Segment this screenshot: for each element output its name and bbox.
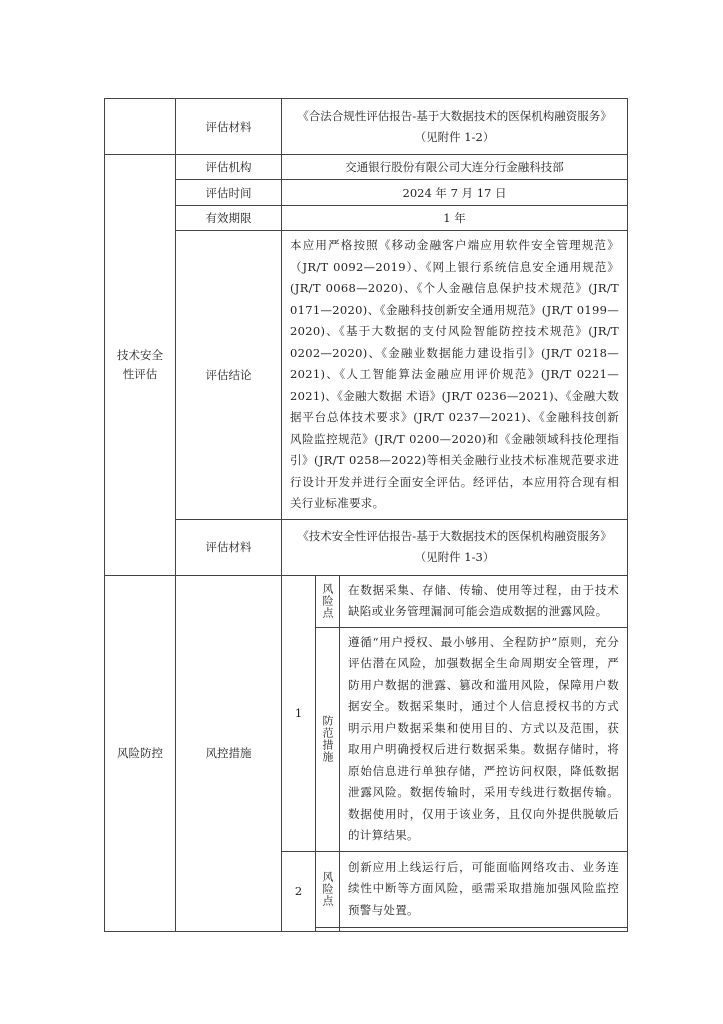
risk-section-sublabel: 风控措施 xyxy=(176,575,282,931)
tech-material-value xyxy=(282,519,628,575)
tech-material-line2: （见附件 1-3） xyxy=(414,550,495,564)
risk-section-label: 风险防控 xyxy=(105,575,176,931)
institution-value: 交通银行股份有限公司大连分行金融科技部 xyxy=(282,155,628,180)
assessment-table xyxy=(104,98,628,932)
tech-section-label: 技术安全性评估 xyxy=(117,347,163,381)
risk-point-text: 创新应用上线运行后，可能面临网络攻击、业务连续性中断等方面风险，亟需采取措施加强风险监控预警与处置。 xyxy=(340,851,628,927)
conclusion-text: 本应用严格按照《移动金融客户端应用软件安全管理规范》（JR/T 0092—2019）、《网上银行系统信息安全通用规范》(JR/T 0068—2020)、《个人金融信息保护技术规范》(JR/T 0171—2020)、《金融科技创新安全通用规范》(JR/T 0199—2020)、《基于大数据的支付风险智能防控技术规范》(JR/T 0202—2020)、《金融业数据能力建设指引》(JR/T 0218—2021)、《人工智能算法金融应用评价规范》(JR/T 0221—2021)、《金融大数据 术语》(JR/T 0236—2021)、《金融大数据平台总体技术要求》(JR/T 0237—2021)、《金融科技创新风险监控规范》(JR/T 0200—2020)和《金融领域科技伦理指引》(JR/T 0258—2022)等相关金融行业技术标准规范要求进行设计开发并进行全面安全评估。经评估，本应用符合现有相关行业标准要求。 xyxy=(282,231,628,520)
validity-value: 1 年 xyxy=(282,206,628,231)
tech-material-line1: 《技术安全性评估报告-基于大数据技术的医保机构融资服务》 xyxy=(297,529,612,543)
risk-point-label-cell xyxy=(316,575,340,627)
risk-point-label-cell xyxy=(316,851,340,927)
tech-section-label-cell xyxy=(105,155,176,576)
risk-item-number: 1 xyxy=(282,575,316,851)
blank-cell xyxy=(340,927,628,931)
blank-cell xyxy=(316,927,340,931)
validity-label: 有效期限 xyxy=(176,206,282,231)
institution-label: 评估机构 xyxy=(176,155,282,180)
risk-point-label: 风险点 xyxy=(321,583,334,619)
measure-label: 防范措施 xyxy=(321,715,334,763)
top-material-line1: 《合法合规性评估报告-基于大数据技术的医保机构融资服务》 xyxy=(297,108,612,123)
conclusion-label: 评估结论 xyxy=(176,231,282,520)
risk-item-number: 2 xyxy=(282,851,316,931)
top-material-line2: （见附件 1-2） xyxy=(414,129,495,144)
risk-point-label: 风险点 xyxy=(321,871,334,907)
tech-material-label: 评估材料 xyxy=(176,519,282,575)
time-label: 评估时间 xyxy=(176,180,282,206)
top-material-value xyxy=(282,99,628,155)
top-material-label: 评估材料 xyxy=(176,99,282,155)
blank-cell xyxy=(105,99,176,155)
measure-text: 遵循“用户授权、最小够用、全程防护”原则，充分评估潜在风险，加强数据全生命周期安全管理，严防用户数据的泄露、篡改和滥用风险，保障用户数据安全。数据采集时，通过个人信息授权书的方式明示用户数据采集和使用目的、方式以及范围，获取用户明确授权后进行数据采集。数据存储时，将原始信息进行单独存储，严控访问权限，降低数据泄露风险。数据传输时，采用专线进行数据传输。数据使用时，仅用于该业务，且仅向外提供脱敏后的计算结果。 xyxy=(340,627,628,851)
measure-label-cell xyxy=(316,627,340,851)
time-value: 2024 年 7 月 17 日 xyxy=(282,180,628,206)
risk-point-text: 在数据采集、存储、传输、使用等过程，由于技术缺陷或业务管理漏洞可能会造成数据的泄露风险。 xyxy=(340,575,628,627)
